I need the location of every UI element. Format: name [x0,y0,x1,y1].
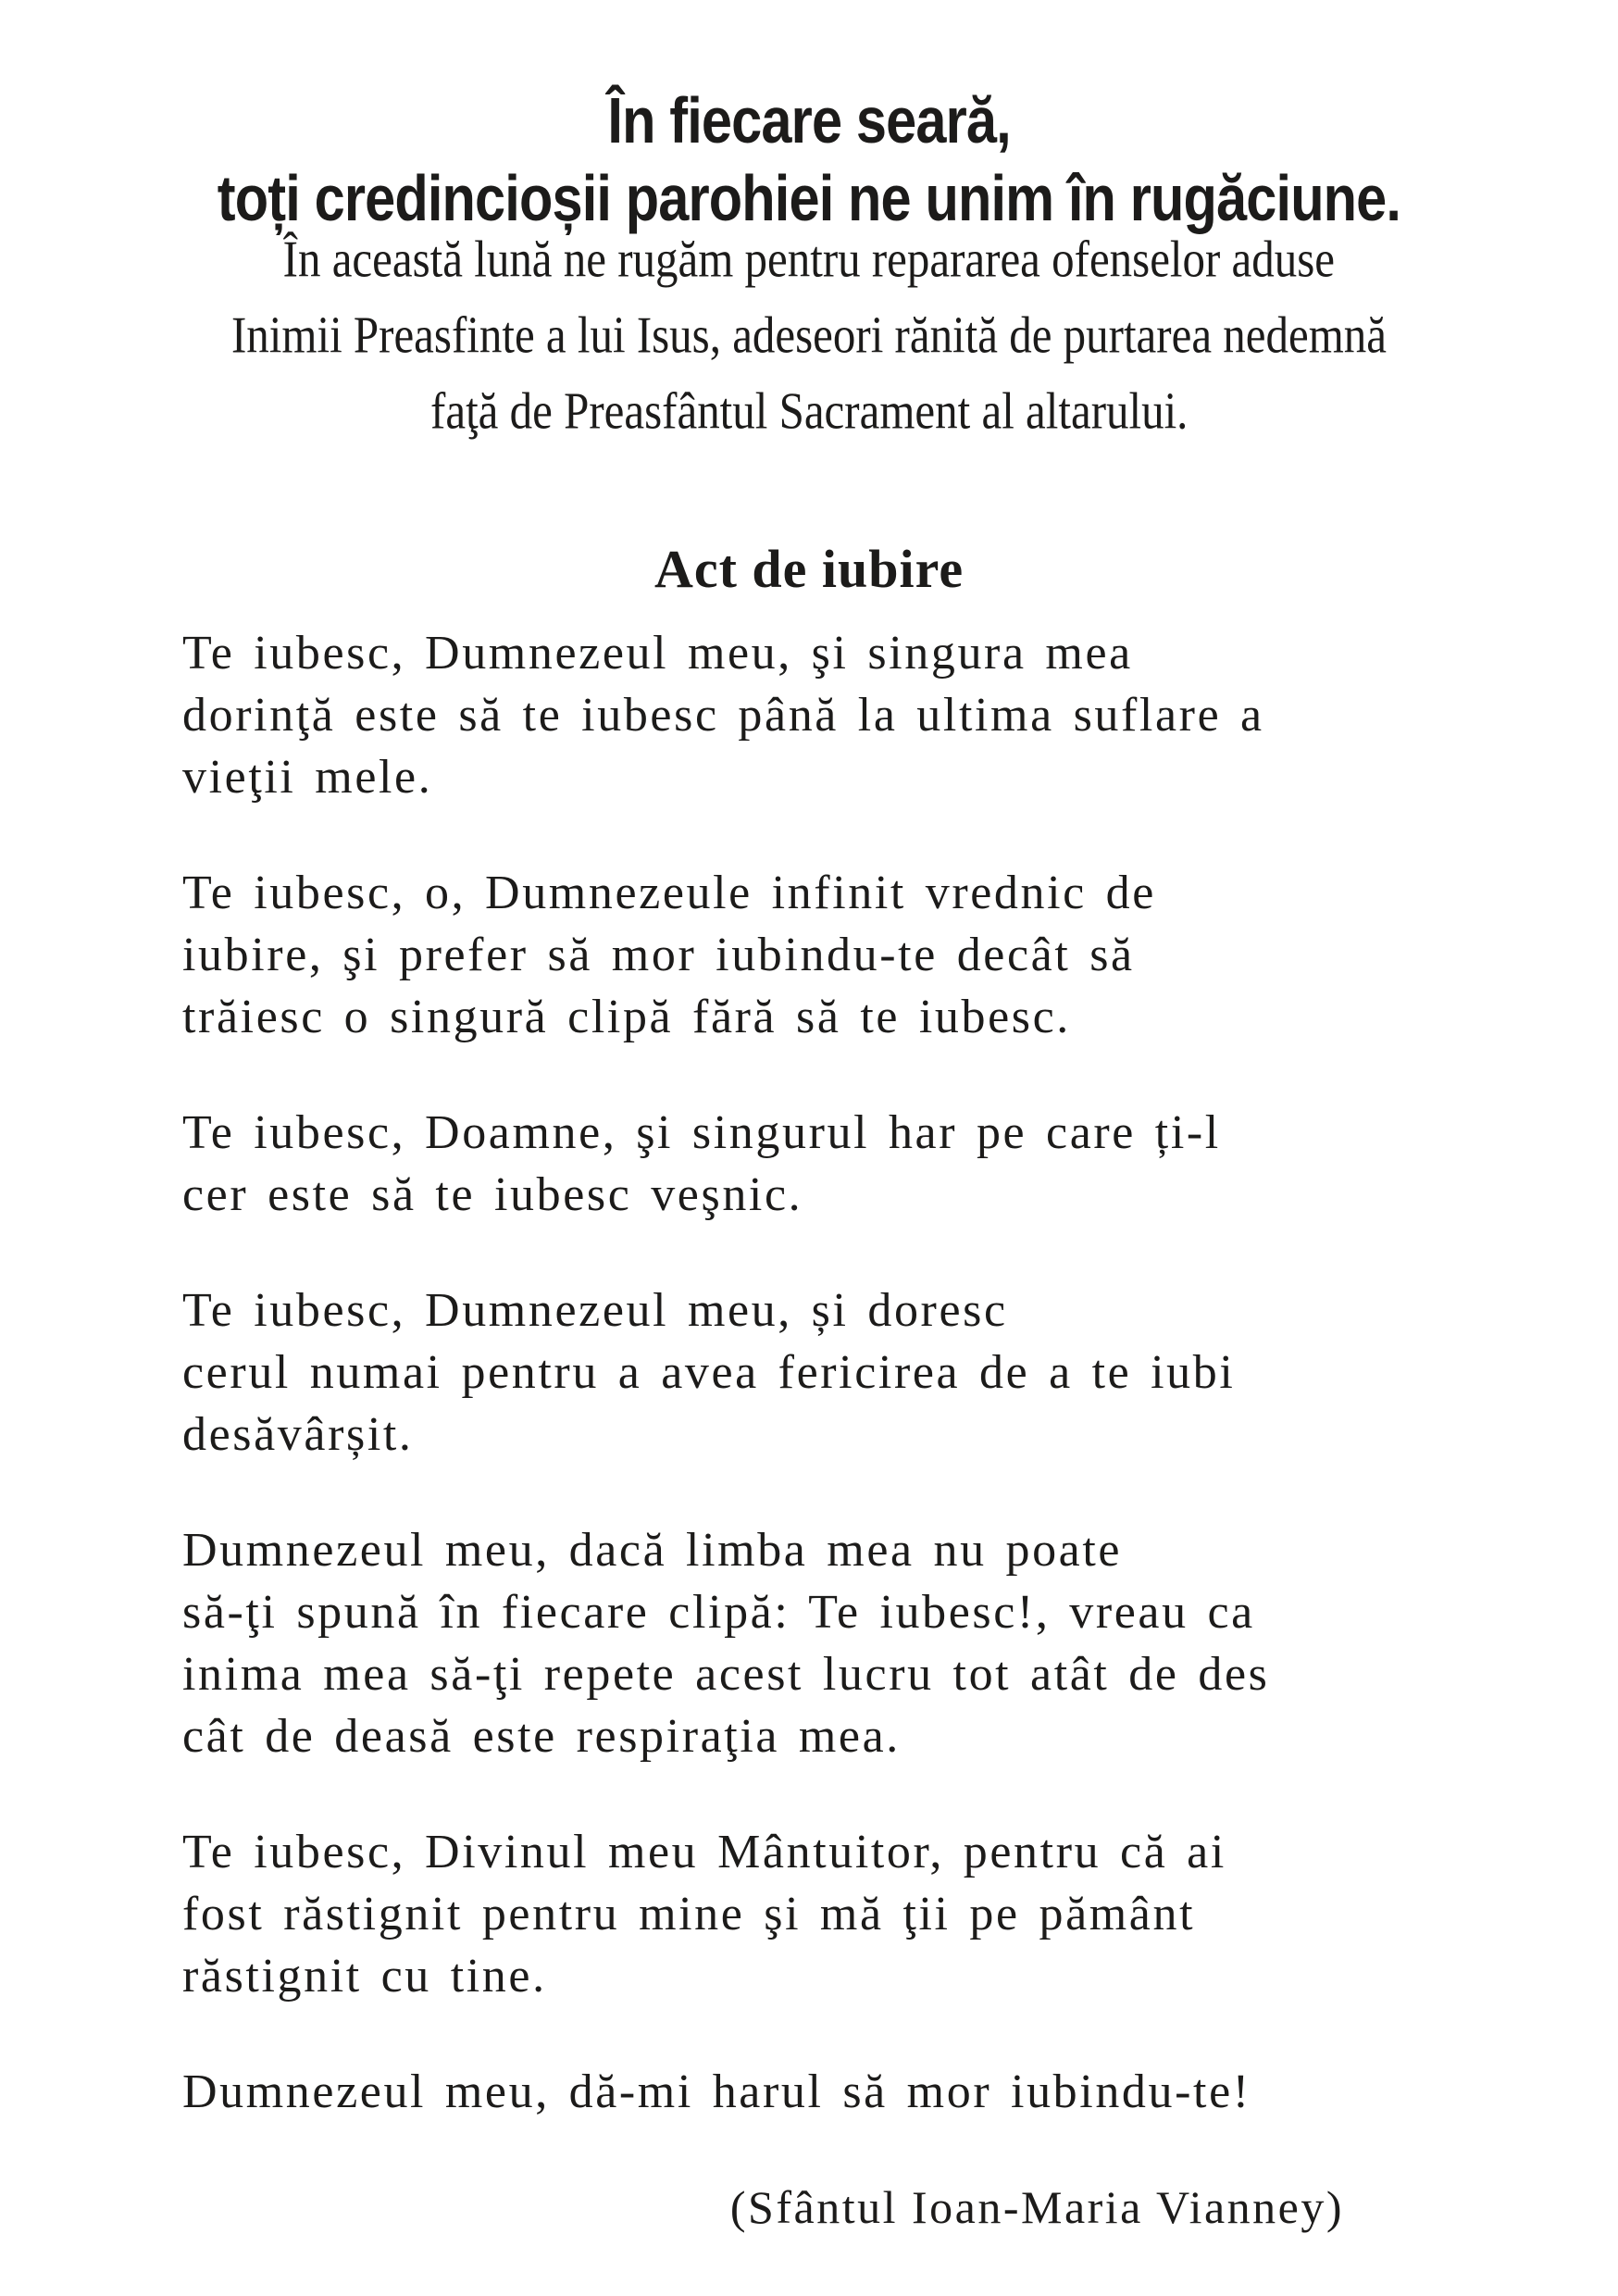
paragraph-line: Dumnezeul meu, dacă limba mea nu poate [182,1524,1123,1577]
paragraph-line: cerul numai pentru a avea fericirea de a te iubi [182,1346,1236,1399]
page-header [0,81,1618,450]
intro-line-2 [0,298,1618,374]
paragraph-line: fost răstignit pentru mine şi mă ţii pe pământ [182,1888,1196,1940]
paragraph-line: Te iubesc, Dumnezeul meu, şi singura mea [182,627,1133,680]
prayer-section [0,531,1618,2239]
prayer-body [0,622,1618,2239]
paragraph-line: cât de deasă este respiraţia mea. [182,1710,901,1763]
paragraph-line: răstignit cu tine. [182,1950,547,2003]
paragraph-line: vieţii mele. [182,751,433,804]
paragraph-line: desăvârșit. [182,1408,414,1461]
paragraph-line: să-ţi spună în fiecare clipă: Te iubesc!, vreau ca [182,1586,1255,1639]
attribution: (Sfântul Ioan-Maria Vianney) [729,2181,1344,2233]
prayer-paragraph-2 [182,862,1553,1048]
paragraph-line: Te iubesc, o, Dumnezeule infinit vrednic de [182,867,1156,919]
paragraph-line: iubire, şi prefer să mor iubindu-te decât să [182,929,1135,981]
paragraph-line: trăiesc o singură clipă fără să te iubesc. [182,991,1071,1043]
prayer-paragraph-3 [182,1102,1553,1226]
paragraph-line: Dumnezeul meu, dă-mi harul să mor iubindu-te! [182,2065,1251,2118]
paragraph-line: cer este să te iubesc veşnic. [182,1168,803,1221]
header-bold-line-1 [0,81,1618,159]
intro-line-1-text: În această lună ne rugăm pentru repararea ofenselor aduse [282,231,1336,289]
header-bold-line-1-text: În fiecare seară, [607,84,1011,156]
intro-line-3-text: faţă de Preasfântul Sacrament al altarului. [429,383,1189,441]
header-bold-line-2-text: toți credincioșii parohiei ne unim în rugăciune. [217,162,1401,234]
intro-line-3 [0,374,1618,450]
paragraph-line: inima mea să-ţi repete acest lucru tot atât de des [182,1648,1270,1701]
paragraph-line: Te iubesc, Divinul meu Mântuitor, pentru că ai [182,1826,1226,1878]
prayer-title: Act de iubire [653,539,965,599]
paragraph-line: Te iubesc, Doamne, şi singurul har pe care ți-l [182,1106,1221,1159]
prayer-paragraph-5 [182,1519,1553,1767]
prayer-paragraph-7 [182,2061,1553,2123]
prayer-paragraph-1 [182,622,1553,808]
intro-line-2-text: Inimii Preasfinte a lui Isus, adeseori rănită de purtarea nedemnă [230,307,1387,365]
prayer-paragraph-6 [182,1821,1553,2007]
paragraph-line: Te iubesc, Dumnezeul meu, și doresc [182,1284,1008,1337]
prayer-paragraph-4 [182,1279,1553,1466]
header-intro [0,222,1618,450]
paragraph-line: dorinţă este să te iubesc până la ultima suflare a [182,689,1264,742]
